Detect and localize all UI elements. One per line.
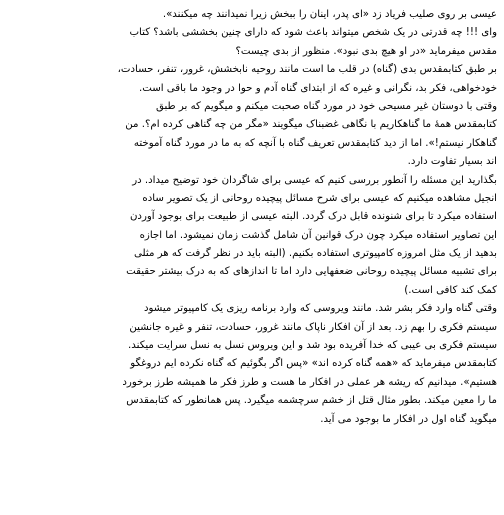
text-line: انجیل مشاهده میکنیم که عیسی برای شرح مسائل پیچیده روحانی از یک تصویر ساده: [142, 192, 497, 204]
text-line: کتابمقدس همهٔ ما گناهکاریم با نگاهی غضبناک میگویند «مگر من چه گناهی کرده ام؟. من: [125, 119, 497, 131]
text-line: استفاده میکرد تا برای شنونده قابل درک گردد. البته عیسی از طبیعت برای بوجود آوردن: [129, 211, 497, 223]
text-line: وای !!! چه قدرتی در یک شخص میتواند باعث شود که دارای چنین بخششی باشد؟ کتاب: [129, 27, 497, 39]
text-line: وقتی گناه وارد فکر بشر شد. مانند ویروسی که وارد برنامه ریزی یک کامپیوتر میشود: [143, 303, 497, 315]
text-line: این تصاویر استفاده میکرد چون درک قوانین آن شامل گذشت زمان نمیشود. اما اجازه: [139, 229, 497, 241]
text-line: ما را معین میکند. بطور مثال قتل از خشم سرچشمه میگیرد. پس همانطور که کتابمقدس: [126, 395, 497, 407]
text-line: خودخواهی، فکر بد، نگرانی و غیره که از ابتدای گناه آدم و حوا در وجود ما باقی است.: [138, 82, 497, 94]
text-line: مقدس میفرماید «در او هیچ بدی نبود». منظور از بدی چیست؟: [235, 45, 497, 57]
text-line: میگوید گناه اول در افکار ما بوجود می آید.: [320, 413, 497, 425]
text-line: عیسی بر روی صلیب فریاد زد «ای پدر، اینان را ببخش زیرا نمیدانند چه میکنند».: [162, 9, 497, 20]
text-line: گناهکار نیستم!». اما از دید کتابمقدس تعریف گناه با آنچه که به ما در مورد گناه آموخته: [133, 137, 497, 149]
text-line: سیستم فکری را بهم زد. بعد از آن افکار ناپاک مانند غرور، حسادت، تنفر و غیره جانشین: [129, 321, 497, 333]
text-line: بر طبق کتابمقدس بدی (گناه) در قلب ما است مانند روحیه نابخشش، غرور، تنفر، حسادت،: [117, 64, 497, 76]
paragraph-2: [5, 61, 497, 171]
text-line: برای تشبیه مسائل پیچیده روحانی ضعفهایی دارد اما تا اندازهای که به درک بیشتر حقیقت: [126, 266, 497, 278]
paragraph-3: [5, 172, 497, 301]
text-line: کمک کند کافی است.): [404, 284, 497, 296]
text-line: وقتی با دوستان غیر مسیحی خود در مورد گناه صحبت میکنم و میگویم که بر طبق: [155, 100, 497, 112]
text-line: کتابمقدس میفرماید که «همه گناه کرده اند» «پس اگر بگوئیم که گناه نکرده ایم دروغگو: [130, 358, 497, 370]
text-line: اند بسیار تفاوت دارد.: [407, 156, 497, 168]
paragraph-1: [5, 6, 497, 61]
text-line: هستیم». میدانیم که ریشه هر عملی در افکار ما هست و طرز فکر ما همیشه طرز برخورد: [122, 376, 497, 388]
text-line: سیستم فکری بی عیبی که خدا آفریده بود شد و این ویروس نسل به نسل سرایت میکند.: [128, 340, 497, 352]
text-line: بدهید از یک مثل امروزه کامپیوتری استفاده بکنیم. (البته باید در نظر گرفت که هر مثلی: [134, 248, 497, 260]
text-line: بگذارید این مسئله را آنطور بررسی کنیم که عیسی برای شاگردان خود توضیح میداد. در: [132, 174, 497, 186]
paragraph-4: [5, 300, 497, 429]
